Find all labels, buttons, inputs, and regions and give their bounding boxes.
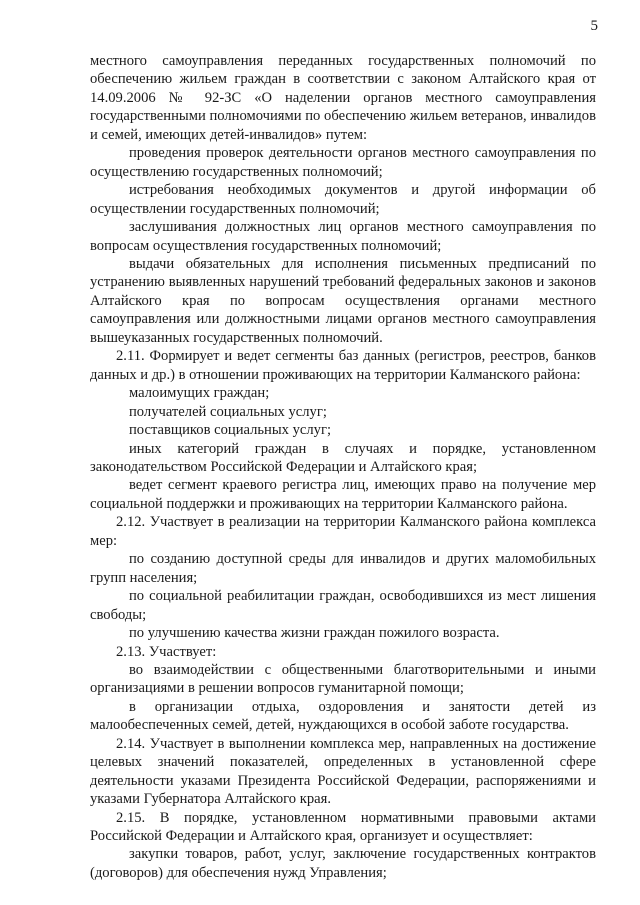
list-item-regional-register: ведет сегмент краевого регистра лиц, имеющих право на получение мер социальной поддержки и проживающих на территории Калманского района. [90, 477, 596, 512]
list-item-rehabilitation: по социальной реабилитации граждан, освободившихся из мест лишения свободы; [90, 588, 596, 623]
list-item-service-recipients: получателей социальных услуг; [129, 403, 327, 420]
list-item-elderly: по улучшению качества жизни граждан пожилого возраста. [129, 625, 500, 642]
document-body [90, 52, 596, 882]
list-item-orders: выдачи обязательных для исполнения письменных предписаний по устранению выявленных нарушений требований федеральных законов и законов Алтайского края по вопросам осуществления органами местного самоуправления или должностными лицами органов местного самоуправления вышеуказанных государственных полномочий. [90, 255, 596, 346]
paragraph-continuation: местного самоуправления переданных государственных полномочий по обеспечению жильем граждан в соответствии с законом Алтайского края от 14.09.2006 № 92-ЗС «О наделении органов местного самоуправления государственными полномочиями по обеспечению жильем ветеранов, инвалидов и семей, имеющих детей-инвалидов» путем: [90, 53, 596, 143]
list-item-documents: истребования необходимых документов и другой информации об осуществлении государственных полномочий; [90, 182, 596, 217]
list-item-procurement: закупки товаров, работ, услуг, заключение государственных контрактов (договоров) для обеспечения нужд Управления; [90, 846, 596, 881]
list-item-service-providers: поставщиков социальных услуг; [129, 422, 331, 439]
list-item-charity: во взаимодействии с общественными благотворительными и иными организациями в решении вопросов гуманитарной помощи; [90, 661, 596, 697]
list-item-hearings: заслушивания должностных лиц органов местного самоуправления по вопросам осуществления государственных полномочий; [90, 219, 596, 254]
clause-2-11: 2.11. Формирует и ведет сегменты баз данных (регистров, реестров, банков данных и др.) в отношении проживающих на территории Калманского района: [90, 348, 596, 383]
list-item-children-rest: в организации отдыха, оздоровления и занятости детей из малообеспеченных семей, детей, нуждающихся в особой заботе государства. [90, 698, 596, 734]
list-item-inspections: проведения проверок деятельности органов местного самоуправления по осуществлению государственных полномочий; [90, 145, 596, 180]
page-number: 5 [590, 18, 598, 34]
list-item-low-income: малоимущих граждан; [129, 385, 270, 402]
clause-2-13: 2.13. Участвует: [116, 643, 217, 660]
clause-2-15: 2.15. В порядке, установленном нормативными правовыми актами Российской Федерации и Алтайского края, организует и осуществляет: [90, 809, 596, 845]
list-item-accessible-environment: по созданию доступной среды для инвалидов и других маломобильных групп населения; [90, 551, 596, 586]
list-item-other-categories: иных категорий граждан в случаях и порядке, установленном законодательством Российской Федерации и Алтайского края; [90, 440, 596, 475]
clause-2-12: 2.12. Участвует в реализации на территории Калманского района комплекса мер: [90, 514, 596, 549]
clause-2-14: 2.14. Участвует в выполнении комплекса мер, направленных на достижение целевых значений показателей, определенных в установленной сфере деятельности указами Президента Российской Федерации, распоряжениями и указами Губернатора Алтайского края. [90, 735, 596, 808]
